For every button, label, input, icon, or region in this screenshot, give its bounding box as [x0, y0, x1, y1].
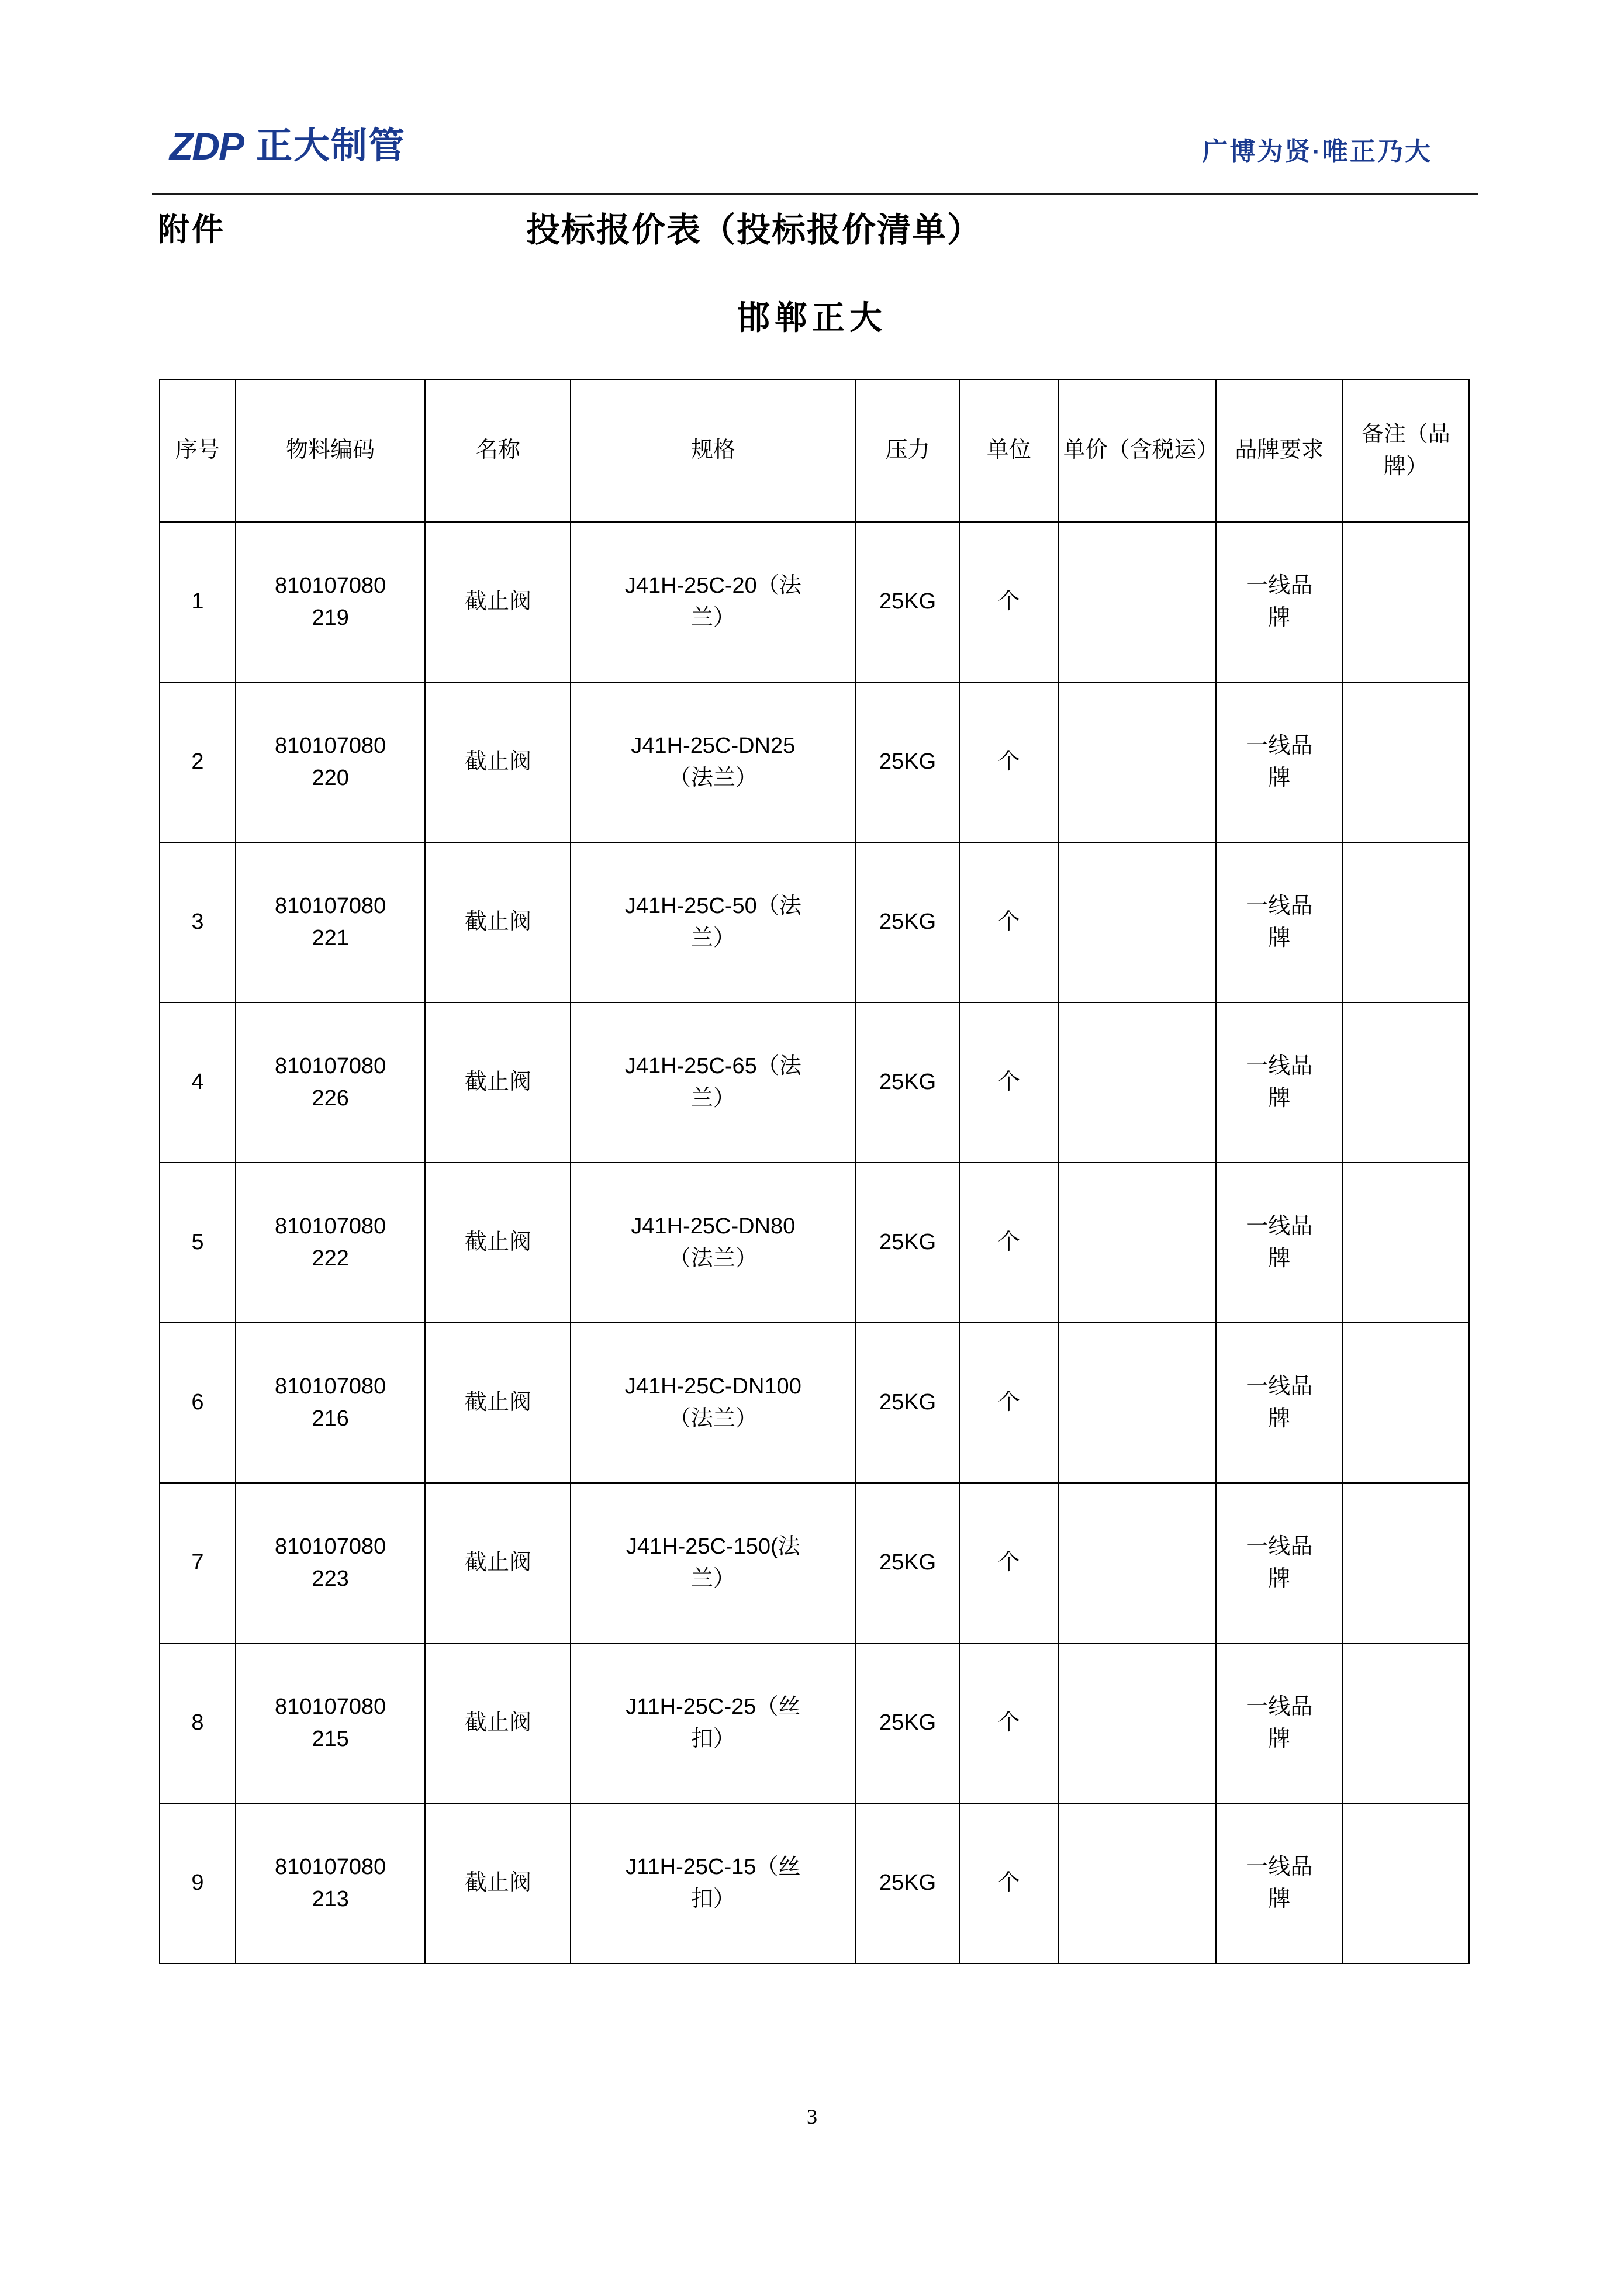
cell-code-line1: 810107080 — [275, 733, 386, 758]
column-header-spec: 规格 — [571, 379, 855, 522]
column-header-seq: 序号 — [160, 379, 236, 522]
cell-pressure: 25KG — [855, 1643, 960, 1803]
cell-unit: 个 — [960, 1002, 1058, 1163]
table-row — [160, 682, 1469, 842]
column-header-code: 物料编码 — [236, 379, 426, 522]
cell-spec — [571, 1163, 855, 1323]
attachment-label: 附件 — [158, 212, 226, 247]
cell-brand — [1216, 1002, 1342, 1163]
cell-spec-line1: J41H-25C-DN80 — [631, 1213, 796, 1239]
cell-pressure: 25KG — [855, 1323, 960, 1483]
cell-name: 截止阀 — [425, 522, 571, 682]
cell-code — [236, 1803, 426, 1963]
page-number: 3 — [807, 2105, 817, 2128]
cell-brand-line1: 一线品 — [1246, 1053, 1313, 1078]
table-header-row — [160, 379, 1469, 522]
cell-seq: 7 — [160, 1483, 236, 1643]
cell-code — [236, 682, 426, 842]
company-logo — [170, 114, 406, 178]
cell-note[interactable] — [1343, 1002, 1469, 1163]
cell-seq: 2 — [160, 682, 236, 842]
cell-spec — [571, 1803, 855, 1963]
cell-name: 截止阀 — [425, 1323, 571, 1483]
table-row — [160, 1483, 1469, 1643]
letterhead — [170, 114, 1456, 196]
cell-name: 截止阀 — [425, 1643, 571, 1803]
cell-note[interactable] — [1343, 1803, 1469, 1963]
cell-spec-line2: （法兰） — [668, 766, 758, 790]
cell-brand-line1: 一线品 — [1246, 1854, 1313, 1879]
cell-brand-line1: 一线品 — [1246, 1694, 1313, 1719]
table-row — [160, 522, 1469, 682]
cell-spec-line2: 兰） — [690, 606, 735, 630]
cell-brand-line2: 牌 — [1268, 926, 1291, 950]
cell-seq: 5 — [160, 1163, 236, 1323]
cell-code-line1: 810107080 — [275, 1213, 386, 1239]
cell-price[interactable] — [1058, 1163, 1217, 1323]
cell-code-line2: 220 — [312, 766, 349, 790]
cell-brand-line1: 一线品 — [1246, 893, 1313, 918]
cell-brand — [1216, 1163, 1342, 1323]
cell-code-line1: 810107080 — [275, 893, 386, 918]
cell-price[interactable] — [1058, 682, 1217, 842]
cell-code — [236, 522, 426, 682]
cell-code — [236, 842, 426, 1002]
cell-unit: 个 — [960, 1483, 1058, 1643]
cell-spec — [571, 1002, 855, 1163]
cell-note[interactable] — [1343, 842, 1469, 1002]
cell-pressure: 25KG — [855, 1163, 960, 1323]
cell-brand-line2: 牌 — [1268, 1567, 1291, 1591]
cell-spec-line1: J41H-25C-DN100 — [624, 1374, 801, 1399]
cell-unit: 个 — [960, 1323, 1058, 1483]
cell-spec-line2: 扣） — [690, 1727, 735, 1751]
cell-spec — [571, 1483, 855, 1643]
cell-price[interactable] — [1058, 1483, 1217, 1643]
cell-unit: 个 — [960, 682, 1058, 842]
cell-code — [236, 1323, 426, 1483]
cell-code-line2: 219 — [312, 606, 349, 630]
cell-code-line1: 810107080 — [275, 1694, 386, 1719]
column-header-pressure: 压力 — [855, 379, 960, 522]
cell-code-line2: 221 — [312, 926, 349, 950]
cell-spec — [571, 842, 855, 1002]
cell-unit: 个 — [960, 842, 1058, 1002]
cell-seq: 3 — [160, 842, 236, 1002]
cell-code-line1: 810107080 — [275, 1374, 386, 1399]
cell-brand — [1216, 1643, 1342, 1803]
cell-code-line2: 216 — [312, 1406, 349, 1431]
cell-pressure: 25KG — [855, 842, 960, 1002]
cell-brand — [1216, 1323, 1342, 1483]
cell-spec — [571, 1643, 855, 1803]
cell-brand-line2: 牌 — [1268, 1727, 1291, 1751]
cell-code — [236, 1163, 426, 1323]
table-row — [160, 1163, 1469, 1323]
column-header-name: 名称 — [425, 379, 571, 522]
cell-brand-line1: 一线品 — [1246, 1374, 1313, 1399]
cell-code-line2: 213 — [312, 1887, 349, 1911]
cell-price[interactable] — [1058, 1002, 1217, 1163]
cell-brand-line1: 一线品 — [1246, 1534, 1313, 1559]
cell-spec — [571, 682, 855, 842]
cell-spec — [571, 522, 855, 682]
cell-brand — [1216, 522, 1342, 682]
cell-price[interactable] — [1058, 1643, 1217, 1803]
document-subtitle: 邯郸正大 — [737, 299, 887, 336]
company-slogan: 广博为贤·唯正乃大 — [1202, 137, 1432, 166]
cell-brand-line2: 牌 — [1268, 1086, 1291, 1111]
cell-code-line2: 222 — [312, 1246, 349, 1271]
company-name: 正大制管 — [256, 126, 406, 166]
cell-spec-line2: 扣） — [690, 1887, 735, 1911]
cell-note[interactable] — [1343, 1323, 1469, 1483]
cell-brand-line1: 一线品 — [1246, 573, 1313, 598]
cell-spec-line1: J11H-25C-25（丝 — [626, 1694, 801, 1719]
cell-brand-line1: 一线品 — [1246, 1213, 1313, 1239]
column-header-unit: 单位 — [960, 379, 1058, 522]
cell-code — [236, 1483, 426, 1643]
cell-seq: 9 — [160, 1803, 236, 1963]
column-header-price: 单价（含税运） — [1058, 379, 1217, 522]
cell-note[interactable] — [1343, 682, 1469, 842]
cell-unit: 个 — [960, 1163, 1058, 1323]
table-row — [160, 842, 1469, 1002]
cell-name: 截止阀 — [425, 682, 571, 842]
cell-code-line1: 810107080 — [275, 1053, 386, 1078]
cell-unit: 个 — [960, 1803, 1058, 1963]
cell-spec-line1: J41H-25C-150(法 — [626, 1534, 800, 1559]
header-divider — [152, 193, 1478, 195]
cell-spec-line1: J41H-25C-DN25 — [631, 733, 796, 758]
cell-pressure: 25KG — [855, 1002, 960, 1163]
cell-code-line1: 810107080 — [275, 573, 386, 598]
cell-spec-line2: （法兰） — [668, 1406, 758, 1431]
cell-brand — [1216, 842, 1342, 1002]
cell-brand — [1216, 1483, 1342, 1643]
cell-pressure: 25KG — [855, 1483, 960, 1643]
cell-brand-line2: 牌 — [1268, 1406, 1291, 1431]
cell-spec-line1: J11H-25C-15（丝 — [626, 1854, 801, 1879]
cell-code-line1: 810107080 — [275, 1854, 386, 1879]
cell-name: 截止阀 — [425, 842, 571, 1002]
cell-brand-line2: 牌 — [1268, 1887, 1291, 1911]
cell-note[interactable] — [1343, 522, 1469, 682]
cell-brand-line2: 牌 — [1268, 766, 1291, 790]
cell-spec-line1: J41H-25C-20（法 — [624, 573, 801, 598]
cell-code — [236, 1643, 426, 1803]
cell-code — [236, 1002, 426, 1163]
cell-price[interactable] — [1058, 842, 1217, 1002]
cell-note[interactable] — [1343, 1163, 1469, 1323]
cell-spec-line1: J41H-25C-65（法 — [624, 1053, 801, 1078]
cell-spec-line1: J41H-25C-50（法 — [624, 893, 801, 918]
cell-spec — [571, 1323, 855, 1483]
cell-price[interactable] — [1058, 522, 1217, 682]
cell-price[interactable] — [1058, 1323, 1217, 1483]
cell-spec-line2: 兰） — [690, 1086, 735, 1111]
cell-brand — [1216, 1803, 1342, 1963]
table-row — [160, 1323, 1469, 1483]
cell-seq: 6 — [160, 1323, 236, 1483]
table-row — [160, 1803, 1469, 1963]
cell-spec-line2: 兰） — [690, 1567, 735, 1591]
cell-brand — [1216, 682, 1342, 842]
cell-spec-line2: 兰） — [690, 926, 735, 950]
column-header-brand: 品牌要求 — [1216, 379, 1342, 522]
cell-seq: 1 — [160, 522, 236, 682]
cell-code-line2: 223 — [312, 1567, 349, 1591]
cell-code-line2: 226 — [312, 1086, 349, 1111]
cell-brand-line2: 牌 — [1268, 606, 1291, 630]
cell-pressure: 25KG — [855, 1803, 960, 1963]
cell-seq: 8 — [160, 1643, 236, 1803]
cell-name: 截止阀 — [425, 1483, 571, 1643]
title-row — [152, 205, 1478, 257]
cell-unit: 个 — [960, 1643, 1058, 1803]
cell-code-line1: 810107080 — [275, 1534, 386, 1559]
cell-unit: 个 — [960, 522, 1058, 682]
cell-name: 截止阀 — [425, 1163, 571, 1323]
cell-brand-line2: 牌 — [1268, 1246, 1291, 1271]
cell-brand-line1: 一线品 — [1246, 733, 1313, 758]
cell-price[interactable] — [1058, 1803, 1217, 1963]
table-row — [160, 1643, 1469, 1803]
column-header-note: 备注（品牌） — [1343, 379, 1469, 522]
cell-spec-line2: （法兰） — [668, 1246, 758, 1271]
cell-pressure: 25KG — [855, 682, 960, 842]
cell-code-line2: 215 — [312, 1727, 349, 1751]
cell-note[interactable] — [1343, 1483, 1469, 1643]
cell-name: 截止阀 — [425, 1803, 571, 1963]
logo-mark-icon: ZDP — [170, 125, 243, 168]
bid-price-table — [159, 379, 1470, 1964]
cell-pressure: 25KG — [855, 522, 960, 682]
page-title: 投标报价表（投标报价清单） — [526, 211, 983, 249]
cell-name: 截止阀 — [425, 1002, 571, 1163]
table-row — [160, 1002, 1469, 1163]
cell-note[interactable] — [1343, 1643, 1469, 1803]
cell-seq: 4 — [160, 1002, 236, 1163]
